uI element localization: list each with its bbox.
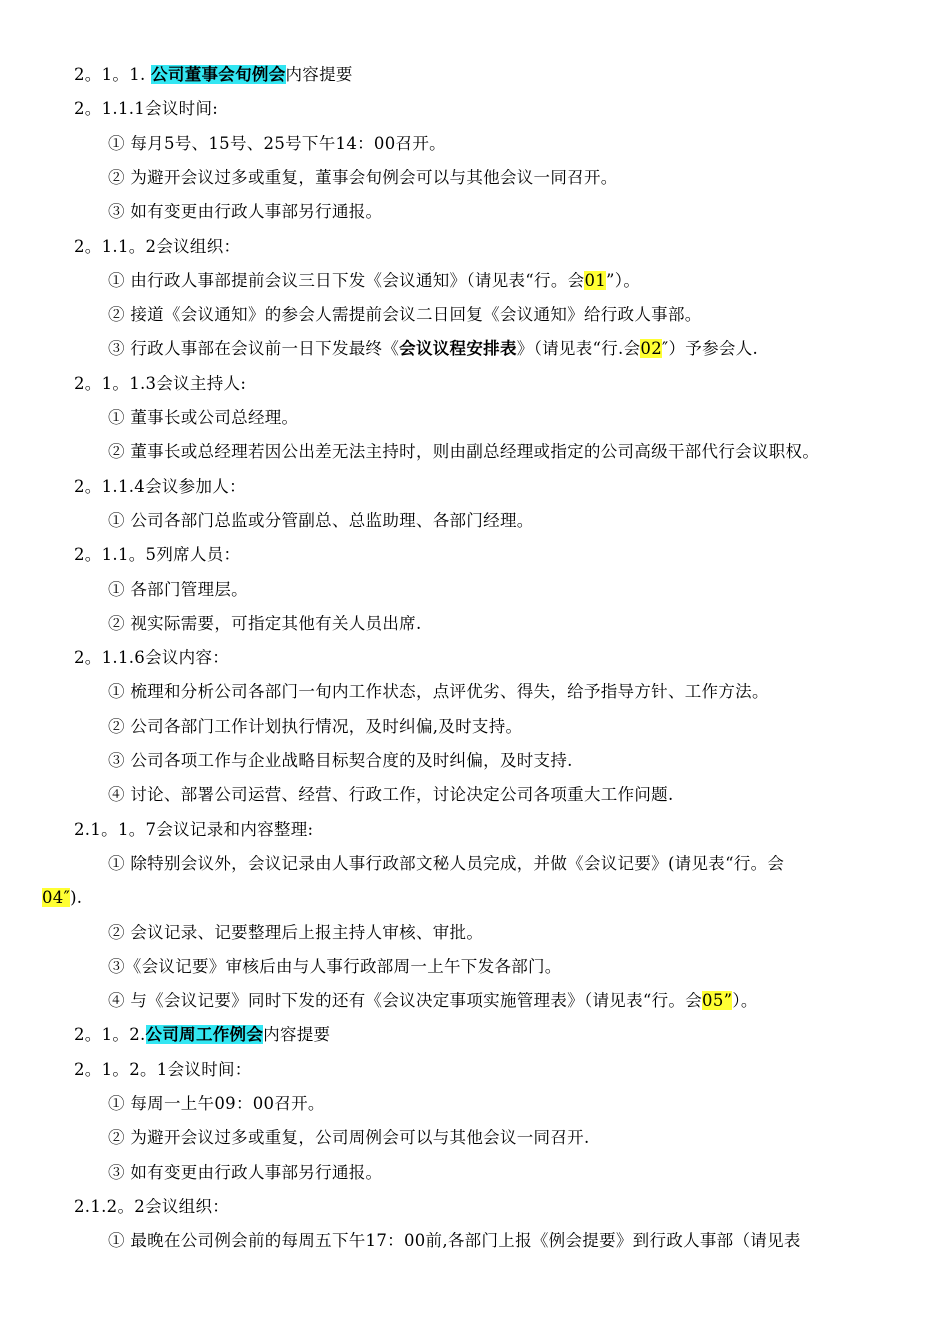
text-segment: ② 视实际需要，可指定其他有关人员出席. bbox=[108, 613, 422, 633]
text-line bbox=[108, 750, 573, 772]
text-segment: ① 各部门管理层。 bbox=[108, 579, 248, 599]
text-segment: 2。1。1.3会议主持人: bbox=[74, 373, 247, 393]
text-line bbox=[74, 1196, 229, 1218]
text-segment: ）。 bbox=[732, 991, 758, 1011]
text-segment: ② 为避开会议过多或重复，公司周例会可以与其他会议一同召开. bbox=[108, 1128, 590, 1148]
text-segment: ② 公司各部门工作计划执行情况，及时纠偏,及时支持。 bbox=[108, 716, 523, 736]
text-line bbox=[108, 304, 702, 326]
text-line bbox=[74, 98, 218, 120]
text-line bbox=[108, 1162, 382, 1184]
text-segment: ① 最晚在公司例会前的每周五下午17：00前,各部门上报《例会提要》到行政人事部（请见表 bbox=[108, 1231, 801, 1251]
text-segment: ① 由行政人事部提前会议三日下发《会议通知》（请见表“行。会 bbox=[108, 270, 585, 290]
section-heading-highlight: 公司周工作例会 bbox=[145, 1025, 264, 1045]
text-line bbox=[108, 338, 758, 360]
text-segment: ② 为避开会议过多或重复，董事会旬例会可以与其他会议一同召开。 bbox=[108, 167, 618, 187]
text-segment: 2.1。1。7会议记录和内容整理: bbox=[74, 819, 314, 839]
text-segment: 2。1.1。2会议组织： bbox=[74, 236, 241, 256]
text-segment: 2.1.2。2会议组织： bbox=[74, 1196, 230, 1216]
text-line bbox=[108, 990, 758, 1012]
text-segment: ② 接道《会议通知》的参会人需提前会议二日回复《会议通知》给行政人事部。 bbox=[108, 305, 702, 325]
text-line bbox=[74, 1059, 252, 1081]
text-segment: ④ 讨论、部署公司运营、经营、行政工作，讨论决定公司各项重大工作问题. bbox=[108, 785, 674, 805]
text-segment: 2。1。2. bbox=[74, 1025, 146, 1045]
text-line bbox=[108, 407, 298, 429]
text-segment: ). bbox=[70, 888, 83, 908]
text-segment: ② 董事长或总经理若因公出差无法主持时，则由副总经理或指定的公司高级干部代行会议职权。 bbox=[108, 442, 820, 462]
text-line bbox=[108, 1093, 325, 1115]
text-segment: ① 每周一上午09：00召开。 bbox=[108, 1094, 325, 1113]
text-segment: ① 董事长或公司总经理。 bbox=[108, 408, 299, 427]
text-segment: 2。1.1.1会议时间: bbox=[74, 99, 219, 119]
text-line bbox=[108, 579, 248, 601]
text-line bbox=[74, 476, 246, 498]
text-segment: ③ 如有变更由行政人事部另行通报。 bbox=[108, 202, 383, 222]
form-code-highlight: 02 bbox=[640, 339, 663, 359]
text-line bbox=[108, 613, 422, 635]
text-line bbox=[108, 167, 618, 189]
text-line bbox=[74, 373, 246, 395]
text-segment: 2。1.1.4会议参加人： bbox=[74, 476, 246, 496]
text-segment: ① 梳理和分析公司各部门一旬内工作状态，点评优劣、得失，给予指导方针、工作方法。 bbox=[108, 682, 769, 702]
text-segment: ③ 公司各项工作与企业战略目标契合度的及时纠偏，及时支持. bbox=[108, 751, 573, 770]
bold-term: 会议议程安排表 bbox=[399, 339, 517, 359]
text-segment: 》（请见表“行.会 bbox=[516, 339, 641, 359]
text-segment: ③《会议记要》审核后由与人事行政部周一上午下发各部门。 bbox=[108, 956, 562, 976]
text-line bbox=[108, 270, 640, 292]
text-line bbox=[108, 510, 534, 532]
text-line bbox=[42, 887, 82, 909]
text-segment: 内容提要 bbox=[285, 65, 353, 84]
text-line bbox=[108, 956, 562, 978]
text-line bbox=[108, 681, 769, 703]
text-line bbox=[74, 236, 240, 258]
text-segment: 2。1。1. bbox=[74, 65, 152, 84]
text-line bbox=[108, 1230, 801, 1252]
text-line bbox=[108, 784, 674, 806]
text-line bbox=[108, 1127, 590, 1149]
text-line bbox=[108, 853, 784, 875]
text-segment: ① 每月5号、15号、25号下午14：00召开。 bbox=[108, 133, 446, 153]
text-segment: ″）予参会人. bbox=[662, 339, 759, 359]
text-line bbox=[108, 201, 382, 223]
text-line bbox=[74, 819, 313, 841]
form-code-highlight: 05” bbox=[702, 991, 733, 1011]
text-segment: ④ 与《会议记要》同时下发的还有《会议决定事项实施管理表》（请见表“行。会 bbox=[108, 991, 703, 1011]
text-segment: 2。1.1.6会议内容： bbox=[74, 648, 230, 668]
text-segment: ① 除特别会议外，会议记录由人事行政部文秘人员完成，并做《会议记要》(请见表“行。会 bbox=[108, 853, 785, 873]
text-segment: ”）。 bbox=[606, 270, 641, 290]
text-segment: 内容提要 bbox=[263, 1025, 331, 1045]
text-segment: ③ 如有变更由行政人事部另行通报。 bbox=[108, 1162, 383, 1182]
section-heading-highlight: 公司董事会旬例会 bbox=[151, 65, 286, 84]
text-line bbox=[74, 647, 229, 669]
form-code-highlight: 01 bbox=[584, 270, 607, 290]
text-line bbox=[108, 133, 446, 155]
text-line bbox=[74, 64, 353, 86]
text-segment: 2。1。2。1会议时间： bbox=[74, 1059, 252, 1079]
text-segment: ② 会议记录、记要整理后上报主持人审核、审批。 bbox=[108, 922, 484, 942]
text-line bbox=[74, 544, 240, 566]
text-segment: 2。1.1。5列席人员： bbox=[74, 545, 241, 565]
text-line bbox=[108, 441, 819, 463]
text-line bbox=[108, 716, 522, 738]
text-segment: ③ 行政人事部在会议前一日下发最终《 bbox=[108, 339, 400, 359]
text-line bbox=[108, 922, 483, 944]
text-line bbox=[74, 1024, 330, 1046]
form-code-highlight: 04″ bbox=[42, 888, 71, 908]
text-segment: ① 公司各部门总监或分管副总、总监助理、各部门经理。 bbox=[108, 510, 534, 530]
